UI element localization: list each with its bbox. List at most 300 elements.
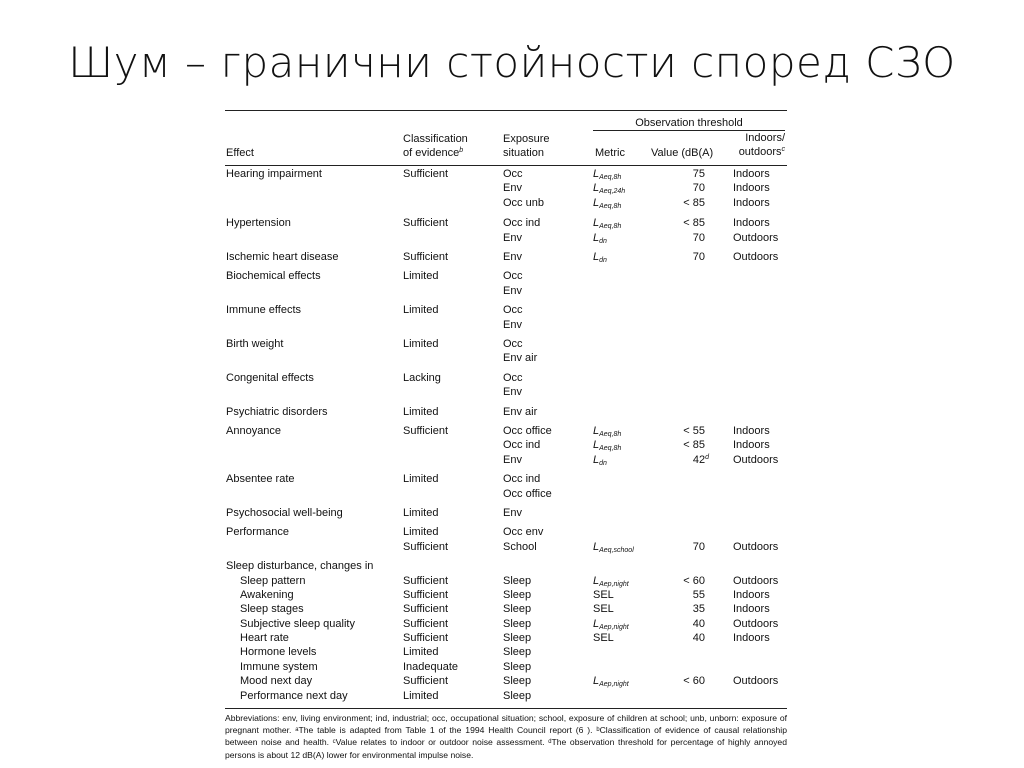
exposure-cell	[503, 689, 591, 703]
table-row	[225, 506, 787, 525]
metric-subscript: Aep,night	[599, 580, 629, 588]
effect-label: Mood next day	[240, 675, 313, 688]
table-row	[225, 645, 787, 659]
table-row	[225, 472, 787, 506]
classification-cell	[403, 602, 501, 616]
exposure-cell	[503, 660, 591, 674]
table-row	[225, 588, 787, 602]
exposure-cell	[503, 405, 591, 419]
threshold-number: < 60	[683, 675, 705, 688]
effect-label: Sleep disturbance, changes in	[226, 560, 374, 573]
effect-label: Psychiatric disorders	[226, 405, 328, 418]
metric-subscript: dn	[599, 459, 607, 467]
threshold-value	[653, 167, 719, 181]
metric-subscript: Aeq,24h	[599, 188, 626, 196]
metric-value	[593, 196, 655, 210]
exposure-value: Env	[503, 386, 522, 399]
classification-value: Lacking	[403, 371, 441, 384]
indoors-outdoors-value: Indoors	[733, 603, 770, 616]
metric-symbol: L	[593, 675, 600, 688]
threshold-number: 70	[692, 231, 705, 244]
threshold-number: 70	[692, 540, 705, 553]
exposure-value: Sleep	[503, 660, 532, 673]
classification-cell	[403, 674, 501, 688]
metric-value	[593, 525, 655, 539]
threshold-number: 40	[692, 632, 705, 645]
threshold-number: 70	[692, 250, 705, 263]
value-cell	[653, 602, 719, 616]
exposure-cell	[503, 631, 591, 645]
classification-value: Limited	[403, 689, 439, 702]
effect-cell	[226, 525, 398, 539]
effect-cell	[226, 689, 398, 703]
exposure-cell	[503, 588, 591, 602]
effect-cell	[226, 250, 398, 264]
metric-subscript: Aeq,8h	[599, 202, 622, 210]
threshold-value	[653, 438, 719, 452]
metric-symbol: L	[593, 182, 600, 195]
threshold-number: 70	[692, 182, 705, 195]
effect-cell	[226, 602, 398, 616]
effect-label: Birth weight	[226, 337, 284, 350]
indoors-outdoors-value: Indoors	[733, 196, 770, 209]
table-footnote: Abbreviations: env, living environment; ind, industrial; occ, occupational situation; school, exposure of children at school; unb, unborn: exposure of pregnant mother. ᵃThe table is adapted from Table 1 of the 1994 Health Council report (6 ). ᵇClassification of evidence of causal relationship between noise and health. ᶜValue relates to indoor or outdoor noise assessment. ᵈThe observation threshold for percentage of highly annoyed persons is about 12 dB(A) lower for environmental impulse noise.	[225, 713, 787, 760]
metric-cell	[593, 602, 655, 616]
threshold-value	[653, 231, 719, 245]
table-row	[225, 405, 787, 424]
classification-cell	[403, 216, 501, 230]
effect-label: Immune system	[240, 660, 318, 673]
indoors-outdoors-cell	[733, 424, 787, 467]
value-cell	[653, 588, 719, 602]
classification-cell	[403, 472, 501, 486]
indoors-outdoors-cell	[733, 674, 787, 688]
metric-value	[593, 674, 655, 688]
effect-label: Hormone levels	[240, 646, 317, 659]
indoors-outdoors-value: Indoors	[733, 588, 770, 601]
indoors-outdoors-value: Outdoors	[733, 617, 779, 630]
threshold-value	[653, 674, 719, 688]
exposure-value: Env air	[503, 405, 538, 418]
table-header-rule	[225, 165, 787, 166]
effect-label: Psychosocial well-being	[226, 506, 343, 519]
metric-value: SEL	[593, 588, 614, 601]
effect-cell	[226, 617, 398, 631]
indoors-outdoors-value: Outdoors	[733, 231, 779, 244]
classification-value: Limited	[403, 337, 439, 350]
table-row	[225, 371, 787, 405]
indoors-outdoors-cell	[733, 525, 787, 554]
classification-value: Sufficient	[403, 574, 449, 587]
threshold-number: < 85	[683, 196, 705, 209]
exposure-cell	[503, 674, 591, 688]
classification-value: Limited	[403, 646, 439, 659]
exposure-value: School	[503, 540, 537, 553]
exposure-cell	[503, 602, 591, 616]
indoors-outdoors-value: Outdoors	[733, 453, 779, 466]
table-row	[225, 617, 787, 631]
indoors-outdoors-value: Indoors	[733, 632, 770, 645]
classification-value: Sufficient	[403, 424, 449, 437]
metric-cell	[593, 250, 655, 264]
metric-value	[593, 231, 655, 245]
exposure-value: Sleep	[503, 603, 532, 616]
metric-symbol: L	[593, 617, 600, 630]
metric-symbol: L	[593, 168, 600, 180]
classification-cell	[403, 617, 501, 631]
effect-label: Sleep pattern	[240, 574, 306, 587]
classification-value: Limited	[403, 506, 439, 519]
effect-label: Hearing impairment	[226, 168, 322, 180]
effect-cell	[226, 588, 398, 602]
effect-label: Hypertension	[226, 217, 291, 230]
table-row	[225, 559, 787, 573]
table-row	[225, 216, 787, 250]
threshold-value	[653, 588, 719, 602]
indoors-outdoors-cell	[733, 574, 787, 588]
value-cell	[653, 574, 719, 588]
table-bottom-rule	[225, 708, 787, 709]
metric-symbol: L	[593, 217, 600, 230]
classification-cell	[403, 645, 501, 659]
metric-value	[593, 438, 655, 452]
threshold-number: < 85	[683, 217, 705, 230]
threshold-value	[653, 216, 719, 230]
exposure-cell	[503, 250, 591, 264]
threshold-value	[653, 181, 719, 195]
exposure-cell	[503, 506, 591, 520]
metric-subscript: dn	[599, 237, 607, 245]
metric-symbol: L	[593, 250, 600, 263]
effect-cell	[226, 559, 398, 573]
exposure-cell	[503, 645, 591, 659]
indoors-outdoors-cell	[733, 588, 787, 602]
metric-subscript: Aep,night	[599, 623, 629, 631]
exposure-value: Occ env	[503, 526, 544, 539]
metric-value: SEL	[593, 632, 614, 645]
table-row	[225, 660, 787, 674]
metric-value	[593, 574, 655, 588]
threshold-number: 42	[692, 453, 706, 466]
value-cell	[653, 424, 719, 467]
indoors-outdoors-cell	[733, 167, 787, 210]
classification-value: Sufficient	[403, 168, 449, 180]
exposure-cell	[503, 337, 591, 366]
classification-value: Limited	[403, 526, 439, 539]
effect-cell	[226, 405, 398, 419]
table-row	[225, 303, 787, 337]
metric-value	[593, 540, 655, 554]
effect-label: Awakening	[240, 588, 294, 601]
classification-cell	[403, 303, 501, 317]
effect-cell	[226, 269, 398, 283]
exposure-value: Env	[503, 231, 522, 244]
exposure-value: Env	[503, 506, 522, 519]
threshold-number: 40	[692, 617, 705, 630]
effect-cell	[226, 216, 398, 230]
effect-label: Immune effects	[226, 304, 301, 317]
indoors-outdoors-cell	[733, 631, 787, 645]
metric-cell	[593, 574, 655, 588]
value-cell	[653, 250, 719, 264]
table-top-rule	[225, 110, 787, 111]
metric-subscript: Aep,night	[599, 681, 629, 689]
metric-cell	[593, 167, 655, 210]
classification-cell	[403, 405, 501, 419]
classification-cell	[403, 506, 501, 520]
classification-value: Inadequate	[403, 660, 459, 673]
table-row	[225, 631, 787, 645]
value-cell	[653, 631, 719, 645]
effect-cell	[226, 167, 398, 181]
threshold-number: < 85	[683, 439, 705, 452]
threshold-value	[653, 250, 719, 264]
exposure-value: Occ	[503, 371, 523, 384]
exposure-cell	[503, 472, 591, 501]
metric-cell	[593, 588, 655, 602]
threshold-value	[653, 424, 719, 438]
effect-cell	[226, 472, 398, 486]
exposure-cell	[503, 371, 591, 400]
exposure-value: Env	[503, 453, 522, 466]
exposure-value: Env	[503, 318, 522, 331]
table-row	[225, 574, 787, 588]
metric-subscript: Aeq,8h	[599, 430, 622, 438]
indoors-outdoors-cell	[733, 250, 787, 264]
threshold-number: 75	[692, 168, 705, 180]
effect-label: Ischemic heart disease	[226, 250, 339, 263]
threshold-value	[653, 453, 719, 467]
exposure-cell	[503, 167, 591, 210]
metric-value	[593, 181, 655, 195]
classification-cell	[403, 269, 501, 283]
threshold-number: < 60	[683, 574, 705, 587]
metric-cell	[593, 631, 655, 645]
effect-label: Sleep stages	[240, 603, 304, 616]
metric-cell	[593, 525, 655, 554]
header-metric: Metric	[595, 147, 625, 159]
exposure-cell	[503, 574, 591, 588]
header-observation-threshold: Observation threshold	[635, 117, 743, 129]
exposure-value: Occ	[503, 270, 523, 283]
exposure-value: Occ ind	[503, 439, 541, 452]
exposure-value: Env air	[503, 352, 538, 365]
exposure-value: Env	[503, 182, 522, 195]
classification-value: Sufficient	[403, 632, 449, 645]
threshold-value	[653, 617, 719, 631]
table-row	[225, 674, 787, 688]
classification-value: Limited	[403, 270, 439, 283]
slide-title: Шум – гранични стойности според СЗО	[68, 38, 956, 87]
exposure-cell	[503, 424, 591, 467]
indoors-outdoors-value: Outdoors	[733, 574, 779, 587]
classification-cell	[403, 337, 501, 351]
classification-cell	[403, 424, 501, 438]
effect-cell	[226, 631, 398, 645]
exposure-cell	[503, 617, 591, 631]
effect-cell	[226, 337, 398, 351]
exposure-value: Occ	[503, 337, 523, 350]
effect-cell	[226, 574, 398, 588]
effect-cell	[226, 506, 398, 520]
metric-symbol: L	[593, 231, 600, 244]
value-cell	[653, 167, 719, 210]
classification-cell	[403, 689, 501, 703]
threshold-number: 55	[692, 588, 705, 601]
header-indoors-outdoors: Indoors/ outdoors$^c$	[738, 132, 785, 159]
exposure-value: Sleep	[503, 646, 532, 659]
threshold-value	[653, 602, 719, 616]
metric-symbol: L	[593, 196, 600, 209]
metric-value	[593, 167, 655, 181]
table-row	[225, 424, 787, 472]
metric-subscript: dn	[599, 256, 607, 264]
metric-value	[593, 453, 655, 467]
effect-cell	[226, 674, 398, 688]
metric-cell	[593, 617, 655, 631]
exposure-value: Sleep	[503, 617, 532, 630]
exposure-value: Env	[503, 250, 522, 263]
exposure-cell	[503, 269, 591, 298]
table-row	[225, 525, 787, 559]
classification-value: Sufficient	[403, 250, 449, 263]
threshold-value	[653, 574, 719, 588]
classification-value: Sufficient	[403, 617, 449, 630]
classification-value: Sufficient	[403, 588, 449, 601]
value-cell	[653, 674, 719, 688]
exposure-value: Occ office	[503, 487, 552, 500]
effect-cell	[226, 660, 398, 674]
exposure-value: Occ ind	[503, 217, 541, 230]
table-row	[225, 250, 787, 269]
classification-cell	[403, 588, 501, 602]
indoors-outdoors-value: Outdoors	[733, 540, 779, 553]
classification-value: Limited	[403, 405, 439, 418]
exposure-cell	[503, 216, 591, 245]
metric-symbol: L	[593, 439, 600, 452]
classification-cell	[403, 250, 501, 264]
effect-label: Annoyance	[226, 424, 282, 437]
indoors-outdoors-value: Outdoors	[733, 675, 779, 688]
indoors-outdoors-value: Indoors	[733, 424, 770, 437]
value-cell	[653, 525, 719, 554]
effect-label: Congenital effects	[226, 371, 314, 384]
indoors-outdoors-value	[733, 525, 787, 539]
exposure-value: Occ office	[503, 424, 552, 437]
effect-cell	[226, 371, 398, 385]
exposure-value: Sleep	[503, 632, 532, 645]
threshold-number: < 55	[683, 424, 705, 437]
exposure-value: Occ	[503, 168, 523, 180]
header-exposure: Exposure situation	[503, 133, 550, 160]
table-row	[225, 602, 787, 616]
value-cell	[653, 216, 719, 245]
table-body	[225, 167, 787, 703]
exposure-value: Sleep	[503, 675, 532, 688]
exposure-value: Occ unb	[503, 196, 544, 209]
effect-cell	[226, 424, 398, 438]
header-classification: Classification of evidence$^b$	[403, 133, 468, 160]
exposure-value: Sleep	[503, 588, 532, 601]
exposure-value: Occ ind	[503, 473, 541, 486]
table-row	[225, 167, 787, 216]
classification-cell	[403, 371, 501, 385]
classification-value: Limited	[403, 473, 439, 486]
effect-cell	[226, 303, 398, 317]
metric-symbol: L	[593, 574, 600, 587]
metric-cell	[593, 216, 655, 245]
threshold-value	[653, 540, 719, 554]
classification-cell	[403, 660, 501, 674]
effect-label: Performance next day	[240, 689, 348, 702]
effect-label: Subjective sleep quality	[240, 617, 355, 630]
header-effect: Effect	[226, 147, 254, 159]
effect-label: Performance	[226, 526, 289, 539]
classification-cell	[403, 574, 501, 588]
indoors-outdoors-value: Outdoors	[733, 250, 779, 263]
value-cell	[653, 617, 719, 631]
classification-value: Sufficient	[403, 603, 449, 616]
exposure-value: Env	[503, 284, 522, 297]
metric-symbol: L	[593, 453, 600, 466]
metric-cell	[593, 674, 655, 688]
classification-value: Sufficient	[403, 217, 449, 230]
indoors-outdoors-cell	[733, 216, 787, 245]
indoors-outdoors-value: Indoors	[733, 439, 770, 452]
header-value: Value (dB(A)	[651, 147, 714, 159]
table-row	[225, 689, 787, 703]
metric-value	[593, 617, 655, 631]
exposure-cell	[503, 525, 591, 554]
indoors-outdoors-cell	[733, 602, 787, 616]
exposure-cell	[503, 303, 591, 332]
indoors-outdoors-value: Indoors	[733, 182, 770, 195]
metric-value	[593, 216, 655, 230]
effect-label: Heart rate	[240, 632, 289, 645]
metric-subscript: Aeq,school	[599, 546, 634, 554]
metric-value	[593, 424, 655, 438]
table-row	[225, 337, 787, 371]
metric-symbol: L	[593, 424, 600, 437]
classification-value: Sufficient	[403, 675, 449, 688]
threshold-value	[653, 196, 719, 210]
indoors-outdoors-cell	[733, 617, 787, 631]
effect-label: Absentee rate	[226, 473, 295, 486]
metric-subscript: Aeq,8h	[599, 174, 622, 181]
metric-subscript: Aeq,8h	[599, 445, 622, 453]
footnote-marker: d	[705, 453, 709, 461]
metric-value: SEL	[593, 603, 614, 616]
classification-cell	[403, 167, 501, 181]
effect-label: Biochemical effects	[226, 270, 321, 283]
exposure-value: Sleep	[503, 574, 532, 587]
table-row	[225, 269, 787, 303]
metric-subscript: Aeq,8h	[599, 223, 622, 231]
exposure-value: Sleep	[503, 689, 532, 702]
indoors-outdoors-value: Indoors	[733, 168, 770, 180]
metric-value	[593, 250, 655, 264]
exposure-value: Occ	[503, 304, 523, 317]
metric-symbol: L	[593, 540, 600, 553]
metric-cell	[593, 424, 655, 467]
threshold-value	[653, 525, 719, 539]
classification-value: Limited	[403, 304, 439, 317]
threshold-value	[653, 631, 719, 645]
effect-cell	[226, 645, 398, 659]
classification-cell	[403, 631, 501, 645]
classification-value: Sufficient	[403, 540, 449, 553]
classification-cell	[403, 525, 501, 554]
